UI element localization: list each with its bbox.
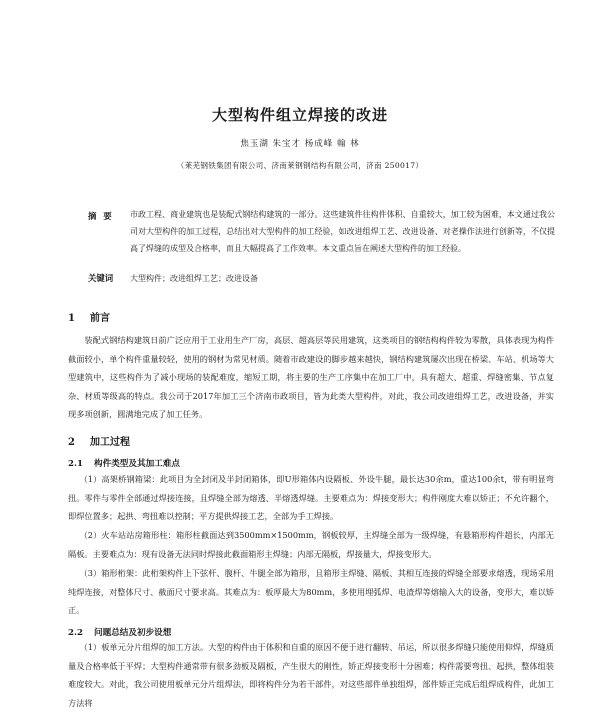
list-item: （1）高架桥钢箱梁：此项目为全封闭及半封闭箱体，即U形箱体内设隔板、外设牛腿，最长达30余m，重达100余t，带有明显弯扭。零件与零件全部通过焊接连接，且焊缝全部为熔透、半熔透焊缝。主要难点为：焊接变形大；构件刚度大难以矫正；不允许翻个，即焊位置多；起拱、弯扭难以控制；平方提供焊接工艺，全部为手工焊接。 [68, 474, 554, 522]
list-item: （2）火车站站房箱形柱：箱形柱截面达到3500mm×1500mm，钢板较厚，主焊缝全部为一级焊缝，有悬箱形构件超长，内部无隔板。主要难点为：现有设备无法同时焊接此截面箱形主焊缝；内部无隔板，焊接量大，焊接变形大。 [68, 530, 554, 559]
subsection-number: 2.2 [68, 628, 83, 638]
subsection-title: 构件类型及其加工难点 [94, 459, 180, 469]
subsection-heading-2-2 [68, 626, 171, 638]
abstract-label: 摘 要 [88, 211, 114, 221]
subsection-heading-2-1 [68, 457, 180, 469]
section-title: 前言 [90, 313, 110, 324]
section-number: 2 [68, 437, 75, 448]
list-item: （3）箱形桁架：此桁架构件上下弦杆、腹杆、牛腿全部为箱形，且箱形主焊缝、隔板、其相互连接的焊缝全部要求熔透，现场采用纯焊连接，对整体尺寸、截面尺寸要求高。其难点为：板厚最大为80mm，多使用埋弧焊、电渣焊等熔输入大的设备，变形大，难以矫正。 [68, 568, 554, 616]
subsection-number: 2.1 [68, 459, 83, 469]
section-heading-intro [68, 309, 110, 324]
author-list: 焦玉湖 朱宝才 杨成峰 翰 林 [240, 139, 360, 149]
section-number: 1 [68, 313, 75, 324]
section-heading-process [68, 433, 130, 448]
keywords-label: 关键词 [88, 273, 114, 283]
section-title: 加工过程 [90, 437, 130, 448]
intro-paragraph: 装配式钢结构建筑日前广泛应用于工业用生产厂房，高层、超高层等民用建筑，这类项目的钢结构构件较为零散，具体表现为构件截面较小，单个构件重量较轻，使用的钢材为常见材质。随着市政建设的脚步越来越快，钢结构建筑屡次出现在桥梁、车站、机场等大型建筑中，这些构件为了减小现场的装配难度，缩短工期，将主要的生产工序集中在加工厂中，具有超大、超重、焊缝密集、节点复杂、材质等级高的特点。我公司于2017年加工三个济南市政项目，皆为此类大型构件，对此，我公司改进组焊工艺，改进设备，并实现多项创新，圆满地完成了加工任务。 [68, 335, 554, 420]
affiliation: （莱芜钢铁集团有限公司、济南莱钢钢结构有限公司，济南 250017） [176, 161, 424, 170]
page-title: 大型构件组立焊接的改进 [211, 106, 388, 124]
keywords-text: 大型构件；改进组焊工艺；改进设备 [130, 274, 258, 283]
subsection-title: 问题总结及初步设想 [94, 628, 172, 638]
list-item: （1）板单元分片组焊的加工方法。大型的构件由于体积和自重的原因不便于进行翻转、吊运，所以很多焊缝只能使用仰焊，焊缝质量及合格率低于平焊；大型构件通常带有很多劲板及隔板，产生很大的刚性，矫正焊接变形十分困难；构件需要弯扭、起拱，整体组装难度较大。对此，我公司使用板单元分片组焊法，即将构件分为若干部件，对这些部件单独组焊，部件矫正完成后组焊成构件，此加工方法将 [68, 642, 554, 708]
abstract-text: 市政工程、商业建筑也是装配式钢结构建筑的一部分。这些建筑件往构件体积、自重较大，加工较为困难，本文通过我公司对大型构件的加工过程，总结出对大型构件的加工经验，如改进组焊工艺、改进设备、对老操作法进行创新等，不仅提高了焊缝的成型及合格率，而且大幅提高了工作效率。本文重点旨在阐述大型构件的加工经验。 [130, 210, 555, 253]
